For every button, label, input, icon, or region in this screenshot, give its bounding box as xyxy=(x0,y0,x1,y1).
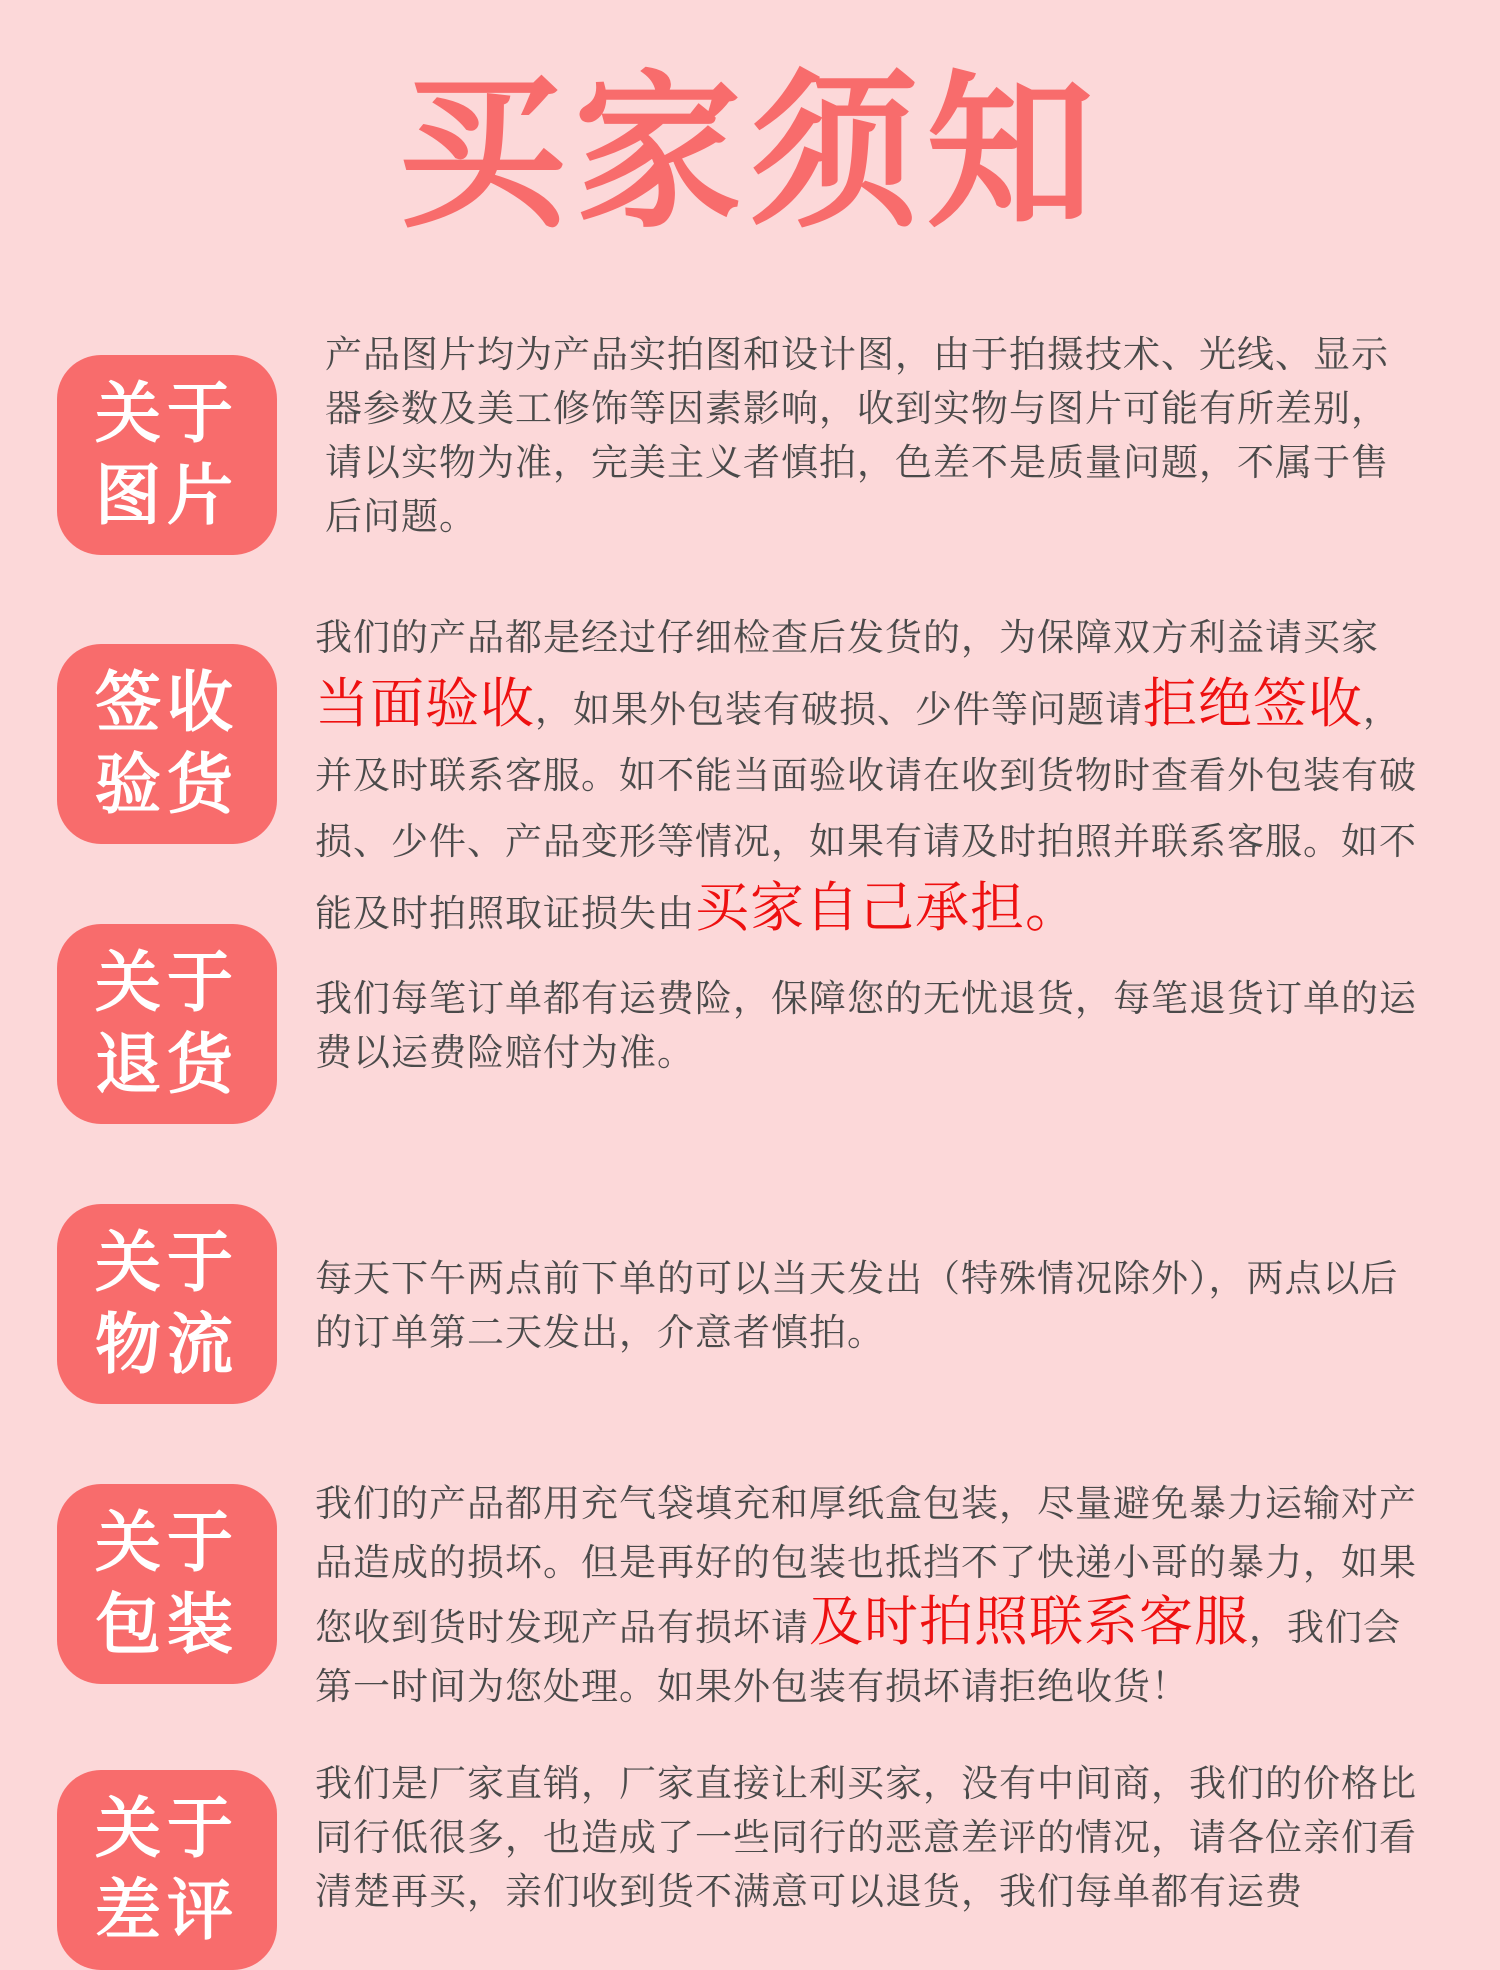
body-text: ，如果外包装有破损、少件等问题请 xyxy=(535,688,1143,731)
highlight-text: 当面验收 xyxy=(315,672,535,735)
section-text-images: 产品图片均为产品实拍图和设计图，由于拍摄技术、光线、显示器参数及美工修饰等因素影响，收到实物与图片可能有所差别，请以实物为准，完美主义者慎拍，色差不是质量问题，不属于售后问题。 xyxy=(325,333,1389,538)
badge-line: 图片 xyxy=(95,457,239,534)
body-text: 我们的产品都是经过仔细检查后发货的，为保障双方利益请买家 xyxy=(315,616,1379,659)
section-text-packaging xyxy=(315,1474,1425,1716)
section-text-sign-inspect xyxy=(315,605,1425,947)
badge-about-packaging xyxy=(57,1484,277,1684)
body-text: 我们的产品都用充气袋填充和厚纸盒包装，尽量避免暴力运输对产品造成的损坏。但是再好的包装也抵挡不了快递小哥的暴力，如果您收到货时发现产品有损坏请 xyxy=(315,1482,1417,1649)
highlight-text: 买家自己承担。 xyxy=(695,876,1080,939)
badge-line: 差评 xyxy=(95,1872,239,1949)
body-text: ，并及时联系客服。如不能当面验收请在收到货物时查看外包装有破损、少件、产品变形等情况，如果有请及时拍照并联系客服。如不能及时拍照取证损失由 xyxy=(315,688,1417,935)
body-text: ，我们会第一时间为您处理。如果外包装有损坏请拒绝收货！ xyxy=(315,1606,1401,1708)
badge-about-reviews xyxy=(57,1770,277,1970)
badge-line: 包装 xyxy=(95,1586,239,1663)
section-text-logistics: 每天下午两点前下单的可以当天发出（特殊情况除外），两点以后的订单第二天发出，介意者慎拍。 xyxy=(315,1257,1399,1354)
highlight-text: 及时拍照联系客服 xyxy=(809,1590,1249,1653)
badge-about-images xyxy=(57,355,277,555)
page-title: 买家须知 xyxy=(398,55,1102,251)
highlight-text: 拒绝签收 xyxy=(1143,672,1363,735)
badge-about-returns xyxy=(57,924,277,1124)
badge-sign-inspect xyxy=(57,644,277,844)
badge-about-logistics xyxy=(57,1204,277,1404)
badge-line: 关于 xyxy=(95,1504,239,1581)
badge-line: 验货 xyxy=(95,746,239,823)
badge-line: 关于 xyxy=(95,1790,239,1867)
badge-line: 签收 xyxy=(95,664,239,741)
section-text-reviews: 我们是厂家直销，厂家直接让利买家，没有中间商，我们的价格比同行低很多，也造成了一些同行的恶意差评的情况，请各位亲们看清楚再买，亲们收到货不满意可以退货，我们每单都有运费 xyxy=(315,1762,1417,1913)
badge-line: 关于 xyxy=(95,1224,239,1301)
badge-line: 关于 xyxy=(95,944,239,1021)
badge-line: 关于 xyxy=(95,375,239,452)
section-text-returns: 我们每笔订单都有运费险，保障您的无忧退货，每笔退货订单的运费以运费险赔付为准。 xyxy=(315,977,1417,1074)
badge-line: 退货 xyxy=(95,1026,239,1103)
badge-line: 物流 xyxy=(95,1306,239,1383)
